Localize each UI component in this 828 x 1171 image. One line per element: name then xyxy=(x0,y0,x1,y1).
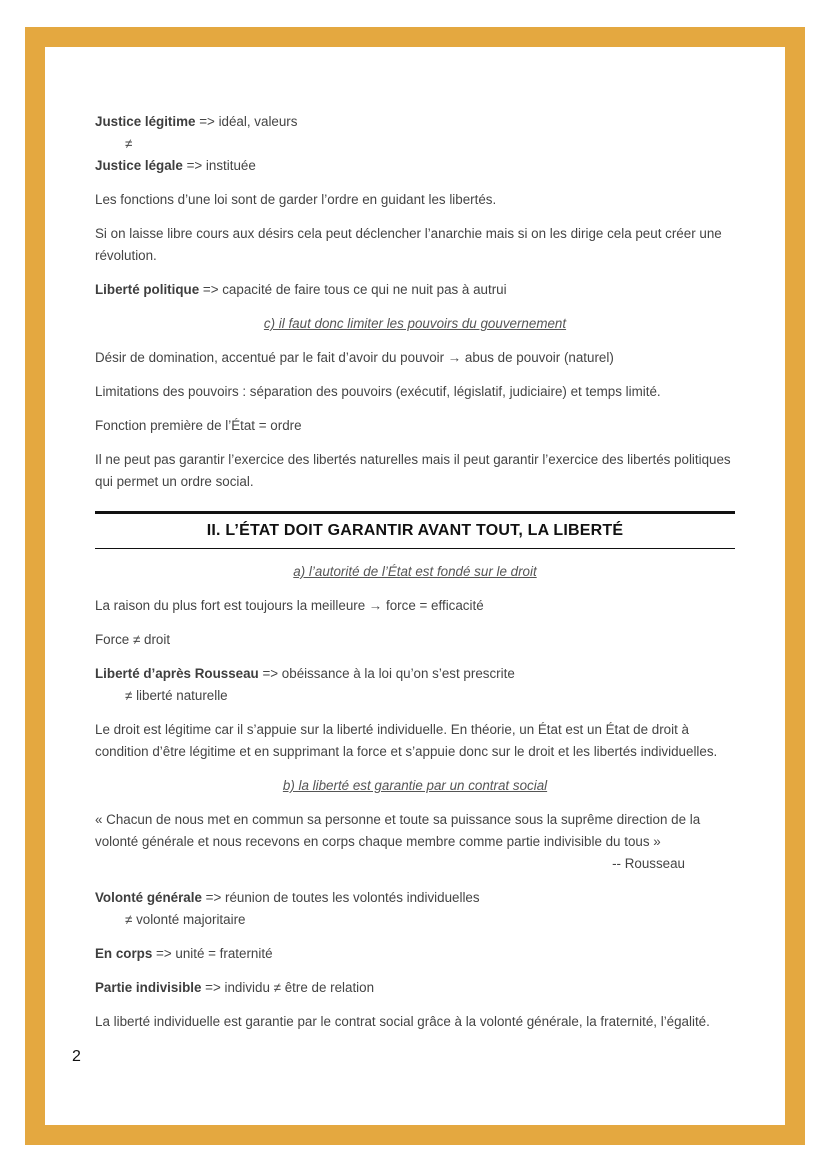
definition-text: => idéal, valeurs xyxy=(195,114,298,129)
definition-text: => obéissance à la loi qu’on s’est prescrite xyxy=(258,666,515,681)
not-equal-line: ≠ liberté naturelle xyxy=(125,688,228,703)
definition-text: => capacité de faire tous ce qui ne nuit pas à autrui xyxy=(199,282,507,297)
definition-justice-legale xyxy=(95,155,735,177)
definition-text: => instituée xyxy=(182,158,256,173)
definition-text: => individu ≠ être de relation xyxy=(201,980,375,995)
paragraph: La liberté individuelle est garantie par le contrat social grâce à la volonté générale, la fraternité, l’égalité. xyxy=(95,1014,710,1029)
definition-text: => unité = fraternité xyxy=(152,946,273,961)
definition-volonte-generale xyxy=(95,887,735,909)
definition-liberte-politique xyxy=(95,279,735,301)
term: En corps xyxy=(95,946,153,961)
term: Liberté d’après Rousseau xyxy=(95,666,259,681)
definition-liberte-rousseau xyxy=(95,663,735,685)
definition-en-corps xyxy=(95,943,735,965)
term: Justice légale xyxy=(95,158,183,173)
not-equal-symbol: ≠ xyxy=(125,136,133,151)
page-number: 2 xyxy=(72,1048,81,1065)
document-body xyxy=(95,111,735,1033)
definition-partie-indivisible xyxy=(95,977,735,999)
term: Partie indivisible xyxy=(95,980,202,995)
subheading-b: b) la liberté est garantie par un contrat social xyxy=(282,778,548,793)
paragraph: Si on laisse libre cours aux désirs cela peut déclencher l’anarchie mais si on les dirige cela peut créer une révolution. xyxy=(95,226,722,263)
term: Justice légitime xyxy=(95,114,196,129)
definition-text: => réunion de toutes les volontés individuelles xyxy=(201,890,480,905)
paragraph: Force ≠ droit xyxy=(95,632,171,647)
paragraph: Limitations des pouvoirs : séparation des pouvoirs (exécutif, législatif, judiciaire) et temps limité. xyxy=(95,384,661,399)
paragraph: Les fonctions d’une loi sont de garder l’ordre en guidant les libertés. xyxy=(95,192,497,207)
term: Liberté politique xyxy=(95,282,200,297)
not-equal-line: ≠ volonté majoritaire xyxy=(125,912,246,927)
page-sheet xyxy=(45,47,785,1125)
paragraph: Fonction première de l’État = ordre xyxy=(95,418,302,433)
subheading-a: a) l’autorité de l’État est fondé sur le droit xyxy=(293,564,537,579)
paragraph: Désir de domination, accentué par le fait d’avoir du pouvoir → abus de pouvoir (naturel) xyxy=(95,350,614,365)
quote-author: -- Rousseau xyxy=(612,856,685,871)
quote: « Chacun de nous met en commun sa personne et toute sa puissance sous la suprême direction de la volonté générale et nous recevons en corps chaque membre comme partie indivisible du tous » xyxy=(95,812,701,849)
term: Volonté générale xyxy=(95,890,202,905)
paragraph: La raison du plus fort est toujours la meilleure → force = efficacité xyxy=(95,598,484,613)
paragraph: Il ne peut pas garantir l’exercice des libertés naturelles mais il peut garantir l’exercice des libertés politiques qui permet un ordre social. xyxy=(95,452,731,489)
subheading-c: c) il faut donc limiter les pouvoirs du gouvernement xyxy=(263,316,567,331)
section-heading: II. L’ÉTAT DOIT GARANTIR AVANT TOUT, LA LIBERTÉ xyxy=(95,511,735,549)
paragraph: Le droit est légitime car il s’appuie sur la liberté individuelle. En théorie, un État est un État de droit à condition d’être légitime et en supprimant la force et s’appuie donc sur le droit et les libertés individuelles. xyxy=(95,722,718,759)
page-border xyxy=(25,27,805,1145)
definition-justice-legitime xyxy=(95,111,735,133)
